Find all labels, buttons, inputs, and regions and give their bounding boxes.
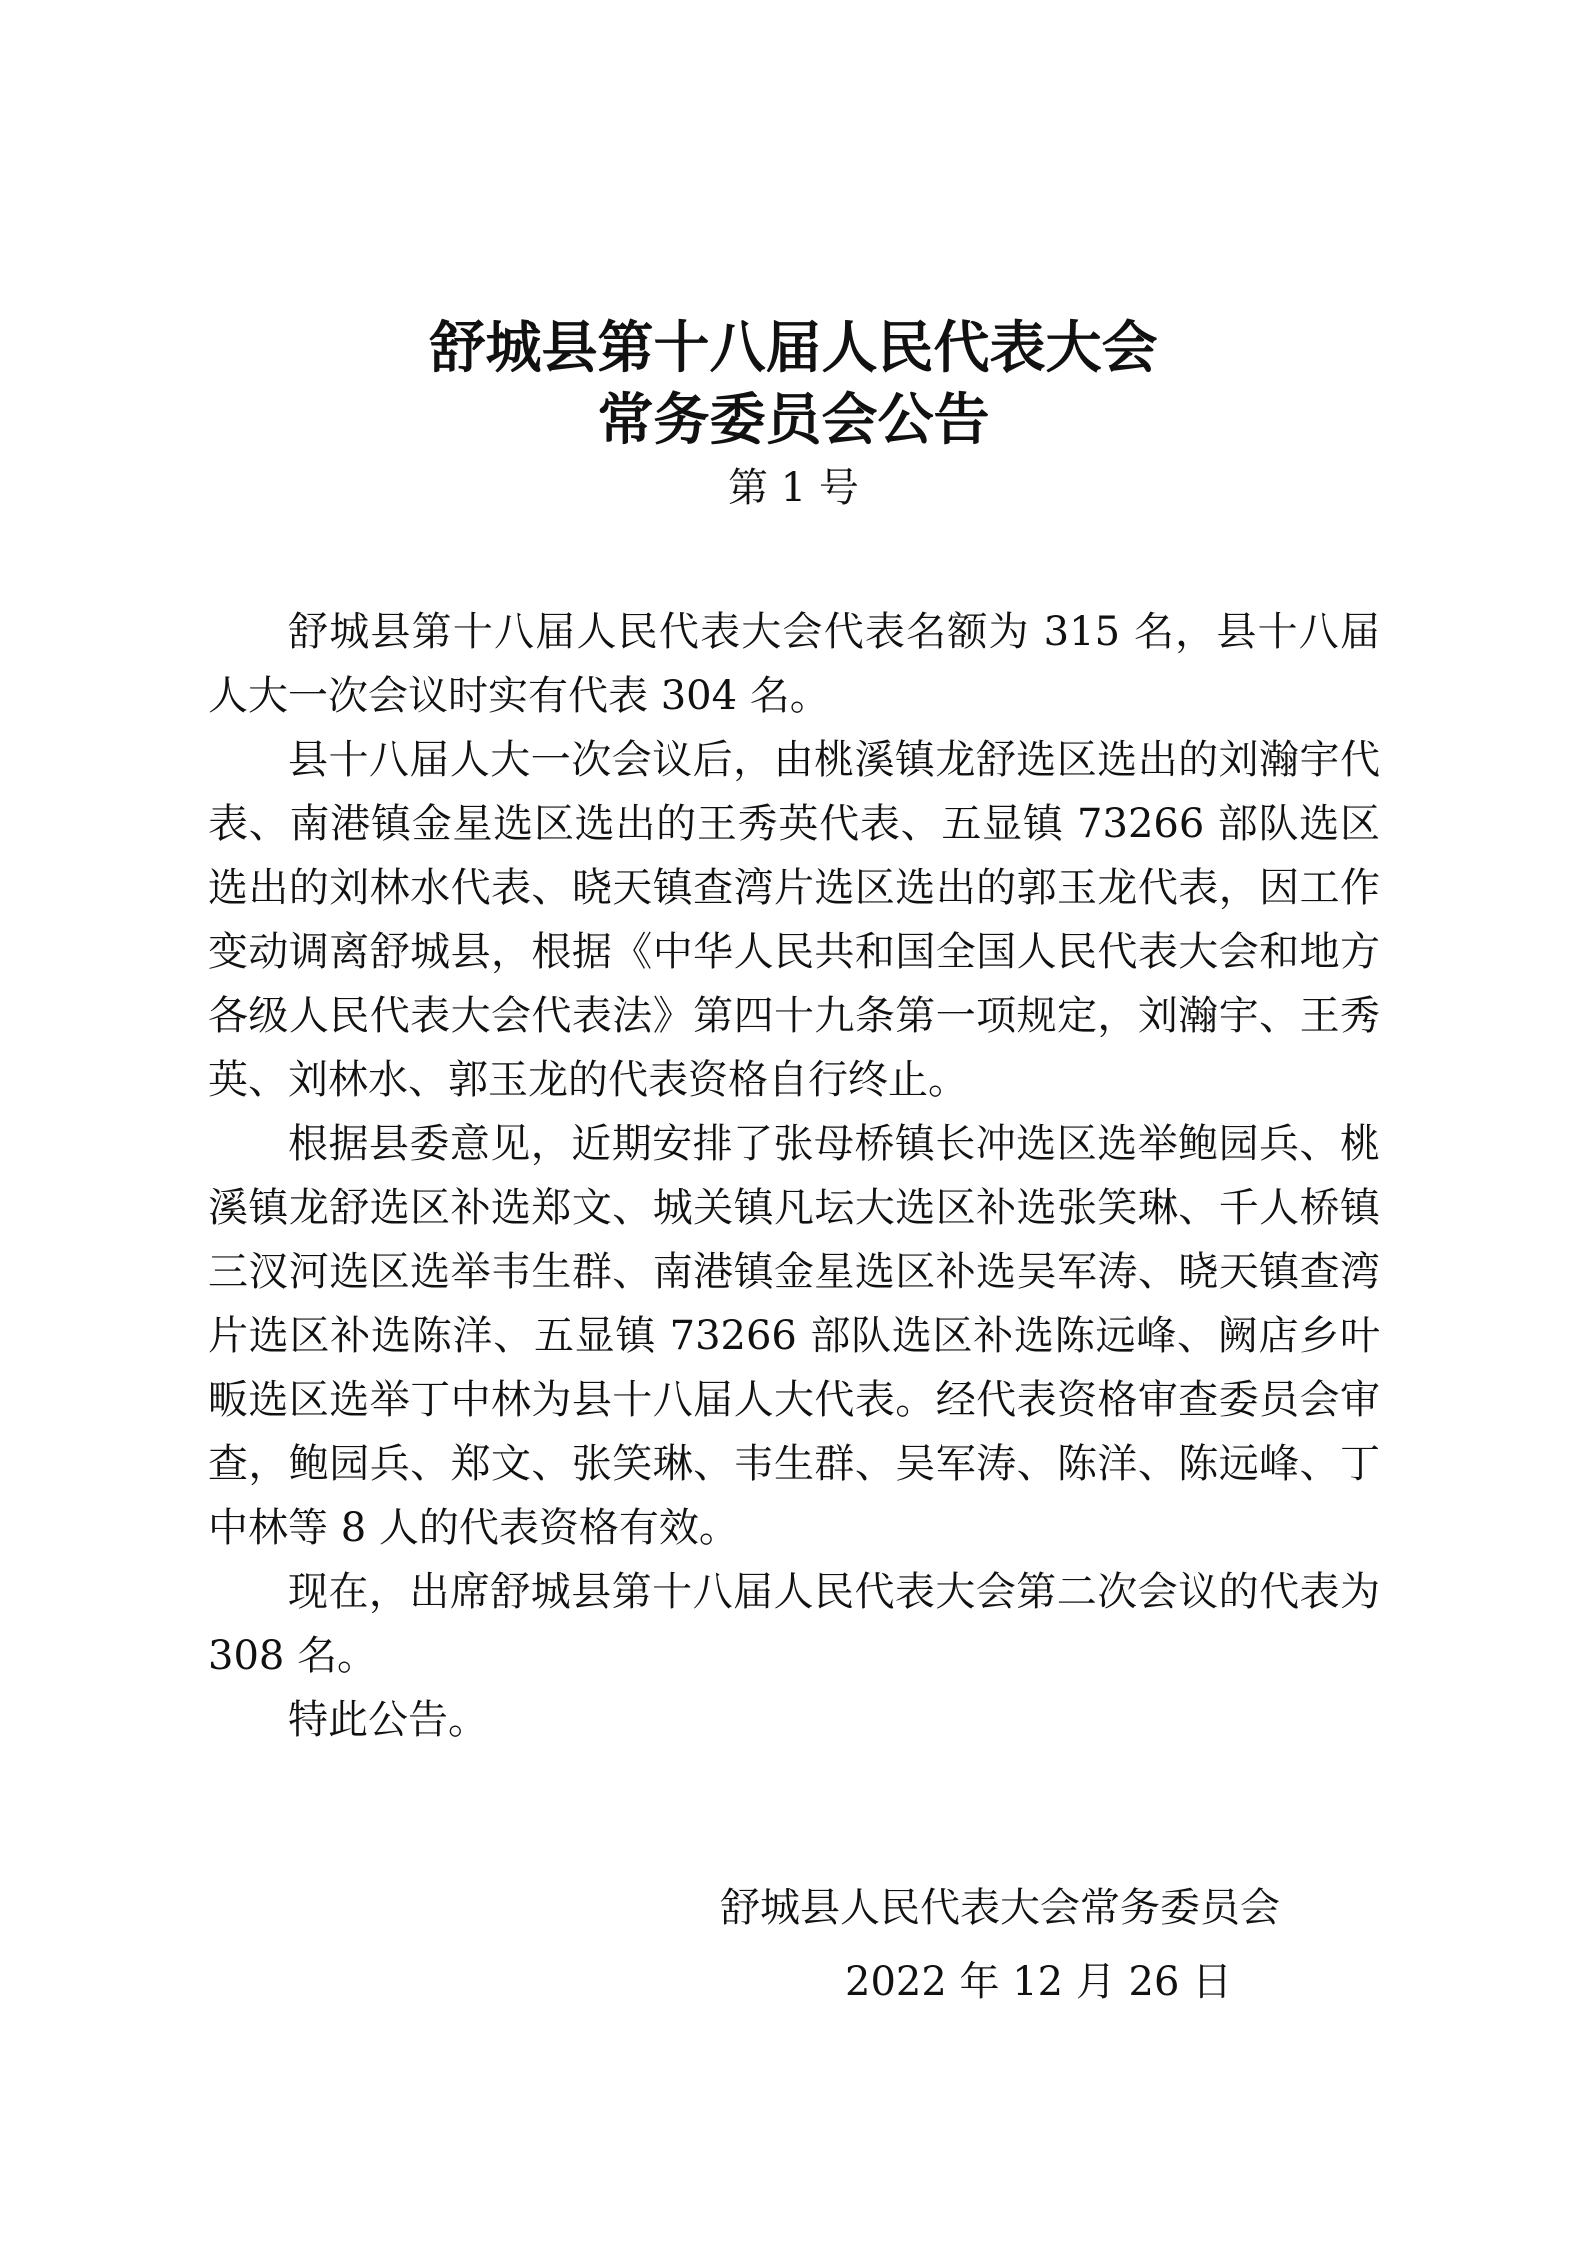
document-title-line-1: 舒城县第十八届人民代表大会 [429, 315, 1158, 381]
paragraph-5: 特此公告。 [288, 1697, 488, 1743]
document-body [208, 600, 1380, 1752]
paragraph-2: 县十八届人大一次会议后，由桃溪镇龙舒选区选出的刘瀚宇代表、南港镇金星选区选出的王秀英代表、五显镇 73266 部队选区选出的刘林水代表、晓天镇查湾片选区选出的郭玉龙代表，因工作变动调离舒城县，根据《中华人民共和国全国人民代表大会和地方各级人民代表大会代表法》第四十九条第一项规定，刘瀚宇、王秀英、刘林水、郭玉龙的代表资格自行终止。 [208, 737, 1380, 1103]
document-number: 第 1 号 [728, 465, 859, 511]
document-title-line-2: 常务委员会公告 [597, 387, 990, 453]
signature-date: 2022 年 12 月 26 日 [845, 1959, 1233, 2005]
paragraph-3: 根据县委意见，近期安排了张母桥镇长冲选区选举鲍园兵、桃溪镇龙舒选区补选郑文、城关镇凡坛大选区补选张笑琳、千人桥镇三汊河选区选举韦生群、南港镇金星选区补选吴军涛、晓天镇查湾片选区补选陈洋、五显镇 73266 部队选区补选陈远峰、阙店乡叶畈选区选举丁中林为县十八届人大代表。经代表资格审查委员会审查，鲍园兵、郑文、张笑琳、韦生群、吴军涛、陈洋、陈远峰、丁中林等 8 人的代表资格有效。 [208, 1121, 1380, 1551]
paragraph-4: 现在，出席舒城县第十八届人民代表大会第二次会议的代表为 308 名。 [208, 1569, 1380, 1679]
paragraph-1: 舒城县第十八届人民代表大会代表名额为 315 名，县十八届人大一次会议时实有代表 304 名。 [208, 609, 1380, 719]
signature-organization: 舒城县人民代表大会常务委员会 [720, 1885, 1280, 1931]
